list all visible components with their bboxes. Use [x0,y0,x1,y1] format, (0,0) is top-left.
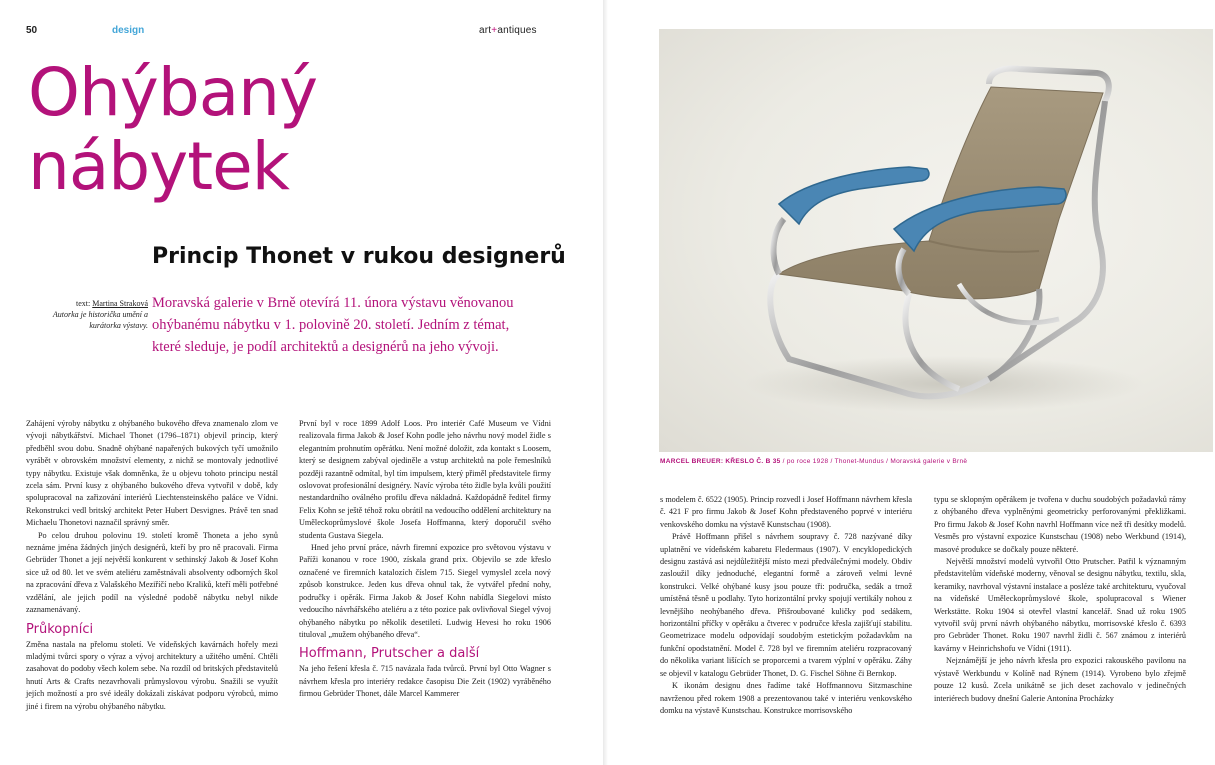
title-line-2: nábytek [28,128,289,205]
caption-title: MARCEL BREUER: KŘESLO Č. B 35 [660,458,781,465]
title-line-1: Ohýbaný [28,54,318,131]
text-column-3 [660,494,912,717]
magazine-brand [479,25,537,36]
section-label: design [112,25,145,36]
page-number: 50 [26,25,38,36]
text-column-2 [299,418,551,701]
paragraph: Právě Hoffmann přišel s návrhem soupravy č. 728 nazývané díky uplatnění ve vídeňském kabaretu Fledermaus (1907). V encyklopedických designu zastává asi nejdůležitější místo mezi předválečnými modely. Obdiv zasloužil díky jednoduché, elegantní formě a zároveň velmi levné konstrukci. Velké ohýbané kusy jsou pouze tři: područka, sedák a trnož umístěná těsně u podlahy. Tyto horizontální prvky spojují vertikály nohou z levnějšího neohýbaného dřeva. Přišroubované kuličky pod sedákem, horizontální příčky v opěráku a čtverec v područce křesla zajišťují stabilitu. Geometrizace modelu odpovídají soudobým estetickým požadavkům na funkční opodstatnění. Model č. 728 byl ve firemním ateliéru rozpracovaný do několika variant lišících se proporcemi a tvarem výplní v opěráku. Záhy se objevil v katalogu Gebrüder Thonet, D. G. Fischel Söhne či Bernkop. [660,532,912,678]
paragraph: První byl v roce 1899 Adolf Loos. Pro interiér Café Museum ve Vídni realizovala firma Jakob & Josef Kohn podle jeho návrhu nový model židle s elegantním prohnutím opěrátku. Není možné doložit, zda kontakt s Loosem, který se designem zabýval ojediněle a vstup architektů na pole řemeslníků později razantně odmítal, byl tím impulsem, který přiměl představitele firmy oslovovat profesionální designéry. Navíc výroba této židle byla kvůli použití nestandardního oválného profilu dřeva nákladná. Každopádně ředitel firmy Felix Kohn se ještě téhož roku obrátil na vedoucího oddělení architektury na Uměleckoprůmyslové škole Josefa Hoffmanna, který doporučil svého studenta Gustava Siegela. [299,419,551,540]
text-column-1 [26,418,278,713]
chair-illustration [659,29,1213,452]
text-column-4 [934,494,1186,705]
paragraph: s modelem č. 6522 (1905). Princip rozvedl i Josef Hoffmann návrhem křesla č. 421 F pro firmu Jakob & Josef Kohn představeného poprvé v interiéru venkovského domku na výstavě Kunstschau (1908). [660,495,912,529]
paragraph: Změna nastala na přelomu století. Ve vídeňských kavárnách hořely mezi mladými tvůrci spory o výraz a vývoj architektury a užitého umění. Chtěli zasahovat do podoby všech kolem sebe. Na rozdíl od britských představitelů hnutí Arts & Crafts nezavrhovali průmyslovou výrobu. Snažili se využít jejích možností a pro své ideály dokázali získávat podporu výrobců, mimo jiné i firem na výrobu ohýbaného nábytku. [26,639,278,711]
section-heading: Hoffmann, Prutscher a další [299,646,480,662]
brand-plus: + [491,25,498,36]
paragraph: Největší množství modelů vytvořil Otto Prutscher. Patřil k významným představitelům vídeňské moderny, věnoval se designu nábytku, textilu, skla, keramiky, navrhoval výstavní instalace a posléze také architekturu, vyučoval na vídeňské Uměleckoprůmyslové škole, spolupracoval s Wiener Werkstätte. Roku 1904 si otevřel vlastní kancelář. Snad už roku 1905 vytvořil svůj první návrh ohýbaného nábytku, morrisovské křeslo č. 6393 pro Gebrüder Thonet. Roku 1907 navrhl židli č. 567 známou z interiérů kavárny v Heinrichshofu ve Vídni (1911). [934,557,1186,653]
chair-photo [659,29,1213,452]
caption-details: / po roce 1928 / Thonet-Mundus / Moravská galerie v Brně [780,458,968,465]
paragraph: Na jeho řešení křesla č. 715 navázala řada tvůrců. První byl Otto Wagner s návrhem křesla pro interiéry redakce časopisu Die Zeit (1902) vyráběného firmou Gebrüder Thonet, dále Marcel Kammerer [299,664,551,699]
article-title [28,56,588,204]
left-arm-post [774,219,784,274]
brand-art: art [479,25,492,36]
paragraph: Hned jeho první práce, návrh firemní expozice pro světovou výstavu v Paříži konanou v roce 1900, získala grand prix. Objevilo se zde křeslo označené ve firemních katalozích číslem 715. Siegel vymyslel zcela nový způsob konstrukce. Jeden kus dřeva ohnul tak, že vytvářel přední nohy, područky i opěrák. Firma Jakob & Josef Kohn nabídla Siegelovi místo vedoucího návrhářského ateliéru a z této pozice pak ovlivňoval Siegel vývoj ohýbaného nábytku po několik desetiletí. Ludwig Hevesi ho roku 1906 tituloval „mužem ohýbaného dřeva“. [299,543,551,639]
paragraph: Zahájení výroby nábytku z ohýbaného bukového dřeva znamenalo zlom ve vývoji nábytkářství. Michael Thonet (1796–1871) objevil princip, který předběhl svou dobu. Snadně ohýbané napařených bukových tyčí umožnilo vyrábět v obrovském množství elementy, z nichž se montovaly jednotlivé typy nábytku. Existuje však domněnka, že u objevu tohoto principu nestál zcela sám. První kusy z ohýbaného bukového dřeva vytvořil v době, kdy spolupracoval na zařizování interiérů Liechtensteinského paláce ve Vídni. Rekonstrukci vedl britský architekt Peter Hubert Desvignes. Právě ten snad Michaelu Thonetovi naznačil správný směr. [26,419,278,528]
left-armrest [779,167,929,224]
credit-label: text: [76,299,93,308]
credit-author: Martina Straková [92,299,148,308]
brand-antiques: antiques [497,25,537,36]
paragraph: typu se sklopným opěrákem je tvořena v duchu soudobých požadavků rámy z ohýbaného dřeva vyplněnými geometricky perforovanými překližkami. Pro firmu Jakob & Josef Kohn navrhl Hoffmann více než tři desítky modelů. Vesměs pro výstavní expozice Kunstschau (1908) nebo Werkbund (1914), masové produkce se dočkaly pouze některé. [934,495,1186,554]
author-credit [26,298,148,331]
credit-role: Autorka je historička umění a kurátorka výstavy. [52,310,148,330]
page-gutter [603,0,608,765]
paragraph: Po celou druhou polovinu 19. století kromě Thoneta a jeho synů neznáme jména žádných jiných designérů, kteří by pro ně pracovali. Firma Gebrüder Thonet a její největší konkurent v sethinský Jakob & Josef Kohn sice už od 80. let ve svém ateliéru zaměstnávali absolventy odborných škol na zpracování dřeva z Valašského Meziříčí nebo Kraliků, kteří měli potřebné vzdělání, ale jejich podíl na výsledné podobě nábytku nebyl nikde zaznamenávaný. [26,530,278,615]
article-lead: Moravská galerie v Brně otevírá 11. února výstavu věnovanou ohýbanému nábytku v 1. polovině 20. století. Jedním z témat, které sleduje, je podíl architektů a designérů na jeho vývoji. [152,295,514,355]
section-heading: Průkopníci [26,621,94,637]
article-subtitle: Princip Thonet v rukou designerů [152,244,566,269]
paragraph: K ikonám designu dnes řadíme také Hoffmannovu Sitzmaschine navrženou před rokem 1908 a prezentovanou také v interiéru venkovského domku na výstavě Kunstschau. Konstrukce morrisovského [660,681,912,715]
photo-caption [660,458,1200,465]
paragraph: Nejznámější je jeho návrh křesla pro expozici rakouského pavilonu na výstavě Werkbundu v Kolíně nad Rýnem (1914). Vyrobeno bylo zřejmě pouze 12 kusů. Zcela unikátně se jich deset zachovalo v jedinečných interiérech budovy dnešní Galerie Antonína Procházky [934,656,1186,703]
